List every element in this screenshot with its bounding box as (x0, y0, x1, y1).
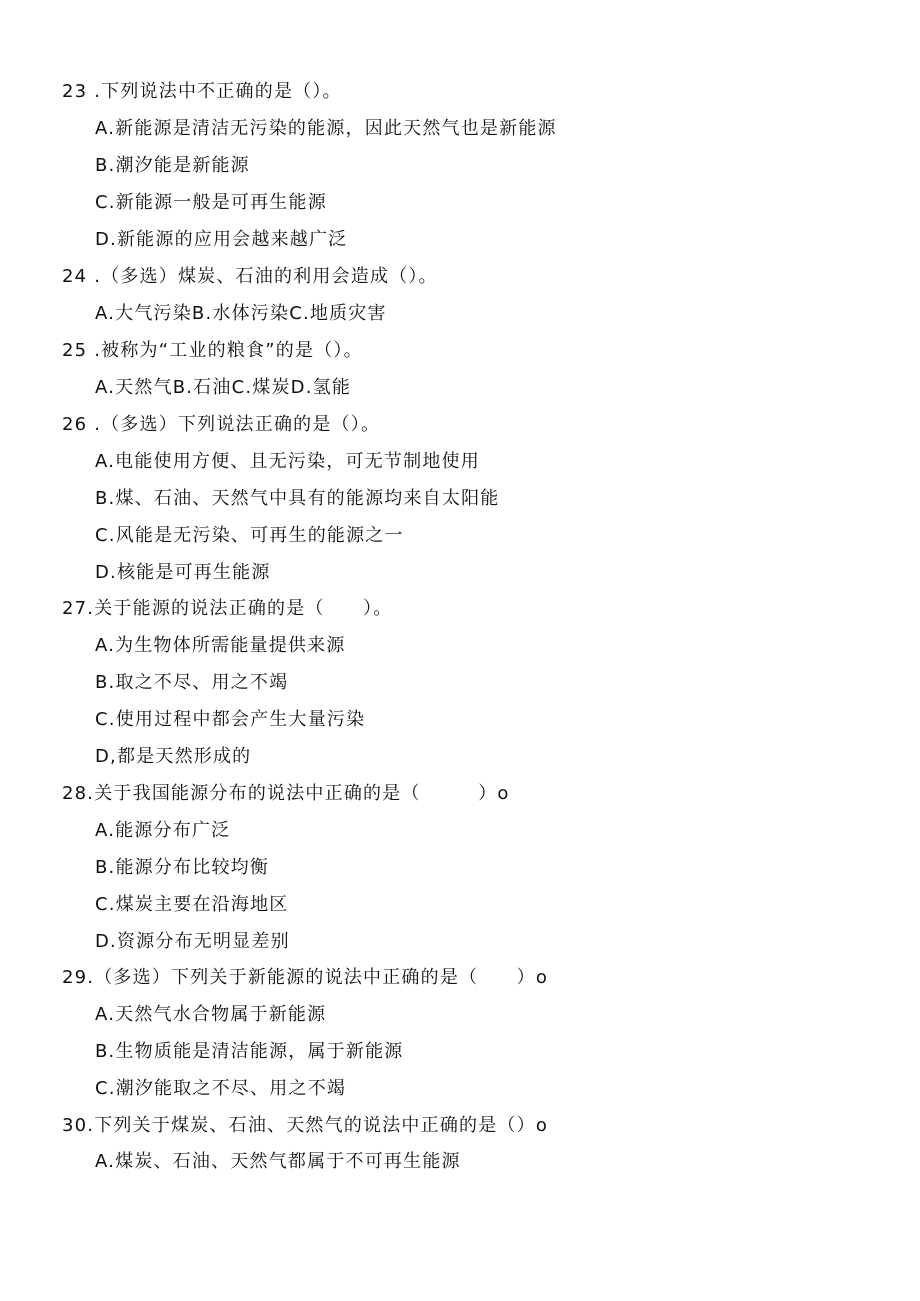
question-28-option-b: B.能源分布比较均衡 (95, 857, 270, 878)
question-26-option-d: D.核能是可再生能源 (95, 562, 271, 583)
question-28-option-d: D.资源分布无明显差别 (95, 931, 290, 952)
question-28-text: 28.关于我国能源分布的说法中正确的是（ ）o (62, 783, 510, 804)
question-26-option-b: B.煤、石油、天然气中具有的能源均来自太阳能 (95, 488, 500, 509)
question-27-option-b: B.取之不尽、用之不竭 (95, 672, 289, 693)
question-30-text: 30.下列关于煤炭、石油、天然气的说法中正确的是（）o (62, 1115, 549, 1136)
question-23-option-c: C.新能源一般是可再生能源 (95, 192, 327, 213)
question-28-option-a: A.能源分布广泛 (95, 820, 231, 841)
question-29-text: 29.（多选）下列关于新能源的说法中正确的是（ ）o (62, 967, 549, 988)
question-29-option-c: C.潮汐能取之不尽、用之不竭 (95, 1078, 347, 1099)
question-24-options: A.大气污染B.水体污染C.地质灾害 (95, 303, 387, 324)
question-27-option-d: D,都是天然形成的 (95, 746, 252, 767)
question-23-text: 23 .下列说法中不正确的是（）。 (62, 81, 342, 102)
question-27-option-a: A.为生物体所需能量提供来源 (95, 635, 346, 656)
question-27-option-c: C.使用过程中都会产生大量污染 (95, 709, 366, 730)
question-27-text: 27.关于能源的说法正确的是（ ）。 (62, 598, 393, 619)
question-25-text: 25 .被称为“工业的粮食”的是（）。 (62, 340, 363, 361)
question-29-option-a: A.天然气水合物属于新能源 (95, 1004, 327, 1025)
question-25-options: A.天然气B.石油C.煤炭D.氢能 (95, 377, 352, 398)
question-24-text: 24 .（多选）煤炭、石油的利用会造成（）。 (62, 266, 438, 287)
question-26-text: 26 .（多选）下列说法正确的是（）。 (62, 414, 381, 435)
question-23-option-b: B.潮汐能是新能源 (95, 155, 250, 176)
question-29-option-b: B.生物质能是清洁能源，属于新能源 (95, 1041, 404, 1062)
question-26-option-c: C.风能是无污染、可再生的能源之一 (95, 525, 404, 546)
question-23-option-a: A.新能源是清洁无污染的能源，因此天然气也是新能源 (95, 118, 557, 139)
question-26-option-a: A.电能使用方便、且无污染，可无节制地使用 (95, 451, 480, 472)
question-28-option-c: C.煤炭主要在沿海地区 (95, 894, 289, 915)
question-23-option-d: D.新能源的应用会越来越广泛 (95, 229, 348, 250)
question-30-option-a: A.煤炭、石油、天然气都属于不可再生能源 (95, 1151, 461, 1172)
